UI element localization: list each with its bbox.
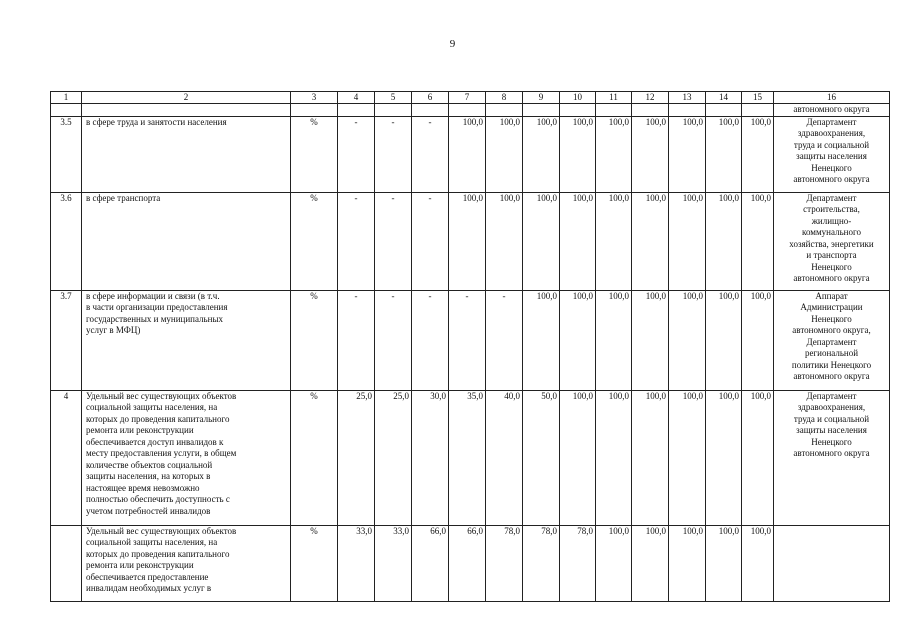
unit-cell: % <box>291 390 338 525</box>
value-cell: 78,0 <box>523 525 560 601</box>
value-cell: 100,0 <box>706 116 742 192</box>
column-number-5: 5 <box>375 92 412 104</box>
value-cell: 100,0 <box>706 390 742 525</box>
table-row <box>51 192 890 290</box>
value-cell: - <box>412 116 449 192</box>
indicator-name-cell <box>82 525 291 601</box>
row-number-cell: 3.7 <box>51 290 82 390</box>
continuation-row <box>51 104 890 117</box>
value-cell: 100,0 <box>632 290 669 390</box>
text-line: Удельный вес существующих объектов <box>86 525 237 536</box>
text-line: жилищно- <box>811 215 852 226</box>
value-cell: - <box>412 290 449 390</box>
value-cell: 100,0 <box>486 192 523 290</box>
value-cell: 40,0 <box>486 390 523 525</box>
value-cell: - <box>375 192 412 290</box>
text-line: Департамент <box>806 192 857 203</box>
text-line: Ненецкого <box>811 162 852 173</box>
text-line: автономного округа <box>793 448 870 458</box>
value-cell: 100,0 <box>596 192 632 290</box>
row-number-cell <box>51 525 82 601</box>
value-cell: 100,0 <box>669 525 706 601</box>
value-cell: 100,0 <box>523 290 560 390</box>
value-cell: 33,0 <box>375 525 412 601</box>
column-number-7: 7 <box>449 92 486 104</box>
column-number-16: 16 <box>774 92 890 104</box>
department-cell <box>774 116 890 192</box>
value-cell: - <box>412 192 449 290</box>
value-cell: 100,0 <box>669 116 706 192</box>
value-cell: - <box>375 290 412 390</box>
value-cell: 25,0 <box>375 390 412 525</box>
department-cell <box>774 525 890 601</box>
value-cell: 100,0 <box>742 525 774 601</box>
text-line: труда и социальной <box>793 413 870 424</box>
table-row <box>51 390 890 525</box>
row-number-cell: 3.6 <box>51 192 82 290</box>
value-cell: 35,0 <box>449 390 486 525</box>
value-cell: 100,0 <box>560 290 596 390</box>
value-cell: 100,0 <box>706 290 742 390</box>
value-cell: 66,0 <box>412 525 449 601</box>
value-cell: 50,0 <box>523 390 560 525</box>
unit-cell: % <box>291 290 338 390</box>
row-number-cell: 3.5 <box>51 116 82 192</box>
column-number-12: 12 <box>632 92 669 104</box>
unit-cell: % <box>291 116 338 192</box>
indicator-name-cell: в сфере труда и занятости населения <box>82 116 291 192</box>
indicator-name-cell <box>82 390 291 525</box>
text-line: автономного округа, <box>792 325 871 335</box>
text-line: автономного округа <box>793 174 870 184</box>
text-line: Департамент <box>806 116 857 127</box>
table-row <box>51 116 890 192</box>
value-cell: - <box>338 192 375 290</box>
value-cell: - <box>449 290 486 390</box>
text-line: здравоохранения, <box>797 128 866 138</box>
value-cell: 100,0 <box>596 290 632 390</box>
text-line: Ненецкого <box>811 313 852 324</box>
text-line: защиты населения, на которых в <box>86 471 211 481</box>
text-line: обеспечивается доступ инвалидов к <box>86 436 224 447</box>
value-cell: - <box>338 116 375 192</box>
text-line: защиты населения <box>796 425 867 435</box>
text-line: Аппарат <box>815 290 848 301</box>
page-number: 9 <box>449 38 456 50</box>
column-number-10: 10 <box>560 92 596 104</box>
text-line: в части организации предоставления <box>86 302 228 312</box>
value-cell: 100,0 <box>706 525 742 601</box>
text-line: автономного округа <box>793 371 870 381</box>
department-cell <box>774 192 890 290</box>
value-cell: 78,0 <box>486 525 523 601</box>
value-cell: 100,0 <box>742 116 774 192</box>
table-row <box>51 290 890 390</box>
text-line: Удельный вес существующих объектов <box>86 390 237 401</box>
indicator-name-cell <box>82 290 291 390</box>
value-cell: 100,0 <box>706 192 742 290</box>
text-line: ремонта или реконструкции <box>86 560 194 570</box>
text-line: обеспечивается предоставление <box>86 571 209 582</box>
text-line: защиты населения <box>796 151 867 161</box>
column-number-13: 13 <box>669 92 706 104</box>
text-line: настоящее время невозможно <box>86 482 200 493</box>
column-number-8: 8 <box>486 92 523 104</box>
value-cell: - <box>375 116 412 192</box>
value-cell: 78,0 <box>560 525 596 601</box>
text-line: инвалидам необходимых услуг в <box>86 583 212 593</box>
unit-cell: % <box>291 525 338 601</box>
value-cell: 100,0 <box>669 290 706 390</box>
value-cell: 100,0 <box>596 390 632 525</box>
value-cell: 100,0 <box>632 116 669 192</box>
value-cell: 100,0 <box>669 390 706 525</box>
indicator-name-cell: в сфере транспорта <box>82 192 291 290</box>
text-line: хозяйства, энергетики <box>789 238 874 249</box>
text-line: учетом потребностей инвалидов <box>86 505 211 516</box>
column-number-row <box>51 92 890 104</box>
column-number-9: 9 <box>523 92 560 104</box>
value-cell: 100,0 <box>523 116 560 192</box>
text-line: Администрации <box>800 302 863 312</box>
text-line: полностью обеспечить доступность с <box>86 494 230 504</box>
value-cell: 100,0 <box>669 192 706 290</box>
text-line: труда и социальной <box>793 139 870 150</box>
text-line: месту предоставления услуги, в общем <box>86 448 237 458</box>
text-line: коммунального <box>802 227 861 237</box>
column-number-14: 14 <box>706 92 742 104</box>
value-cell: 100,0 <box>596 116 632 192</box>
value-cell: - <box>338 290 375 390</box>
value-cell: 100,0 <box>449 192 486 290</box>
text-line: количестве объектов социальной <box>86 459 213 470</box>
text-line: которых до проведения капитального <box>86 548 230 559</box>
value-cell: 30,0 <box>412 390 449 525</box>
column-number-3: 3 <box>291 92 338 104</box>
text-line: социальной защиты населения, на <box>86 537 218 547</box>
text-line: региональной <box>804 348 859 358</box>
department-cell: автономного округа <box>774 104 890 117</box>
text-line: социальной защиты населения, на <box>86 402 218 412</box>
value-cell: 100,0 <box>486 116 523 192</box>
value-cell: 100,0 <box>560 116 596 192</box>
column-number-6: 6 <box>412 92 449 104</box>
value-cell: 100,0 <box>523 192 560 290</box>
text-line: здравоохранения, <box>797 402 866 412</box>
text-line: государственных и муниципальных <box>86 313 223 324</box>
column-number-4: 4 <box>338 92 375 104</box>
column-number-15: 15 <box>742 92 774 104</box>
value-cell: 100,0 <box>632 390 669 525</box>
value-cell: 100,0 <box>632 192 669 290</box>
column-number-1: 1 <box>51 92 82 104</box>
unit-cell: % <box>291 192 338 290</box>
department-cell <box>774 290 890 390</box>
column-number-11: 11 <box>596 92 632 104</box>
value-cell: 100,0 <box>560 192 596 290</box>
table-row <box>51 525 890 601</box>
text-line: Ненецкого <box>811 436 852 447</box>
text-line: Департамент <box>806 336 857 347</box>
value-cell: 100,0 <box>742 192 774 290</box>
value-cell: 100,0 <box>560 390 596 525</box>
value-cell: 100,0 <box>632 525 669 601</box>
text-line: Ненецкого <box>811 261 852 272</box>
value-cell: 66,0 <box>449 525 486 601</box>
department-cell <box>774 390 890 525</box>
column-number-2: 2 <box>82 92 291 104</box>
value-cell: 33,0 <box>338 525 375 601</box>
row-number-cell: 4 <box>51 390 82 525</box>
text-line: Департамент <box>806 390 857 401</box>
value-cell: 100,0 <box>742 390 774 525</box>
value-cell: 100,0 <box>596 525 632 601</box>
value-cell: - <box>486 290 523 390</box>
indicators-table <box>50 91 890 602</box>
text-line: ремонта или реконструкции <box>86 425 194 435</box>
text-line: политики Ненецкого <box>791 359 872 370</box>
text-line: строительства, <box>803 204 860 214</box>
value-cell: 100,0 <box>449 116 486 192</box>
text-line: которых до проведения капитального <box>86 413 230 424</box>
text-line: автономного округа <box>793 273 870 283</box>
value-cell: 100,0 <box>742 290 774 390</box>
text-line: в сфере информации и связи (в т.ч. <box>86 290 220 301</box>
value-cell: 25,0 <box>338 390 375 525</box>
text-line: услуг в МФЦ) <box>86 325 141 335</box>
text-line: и транспорта <box>806 250 857 260</box>
